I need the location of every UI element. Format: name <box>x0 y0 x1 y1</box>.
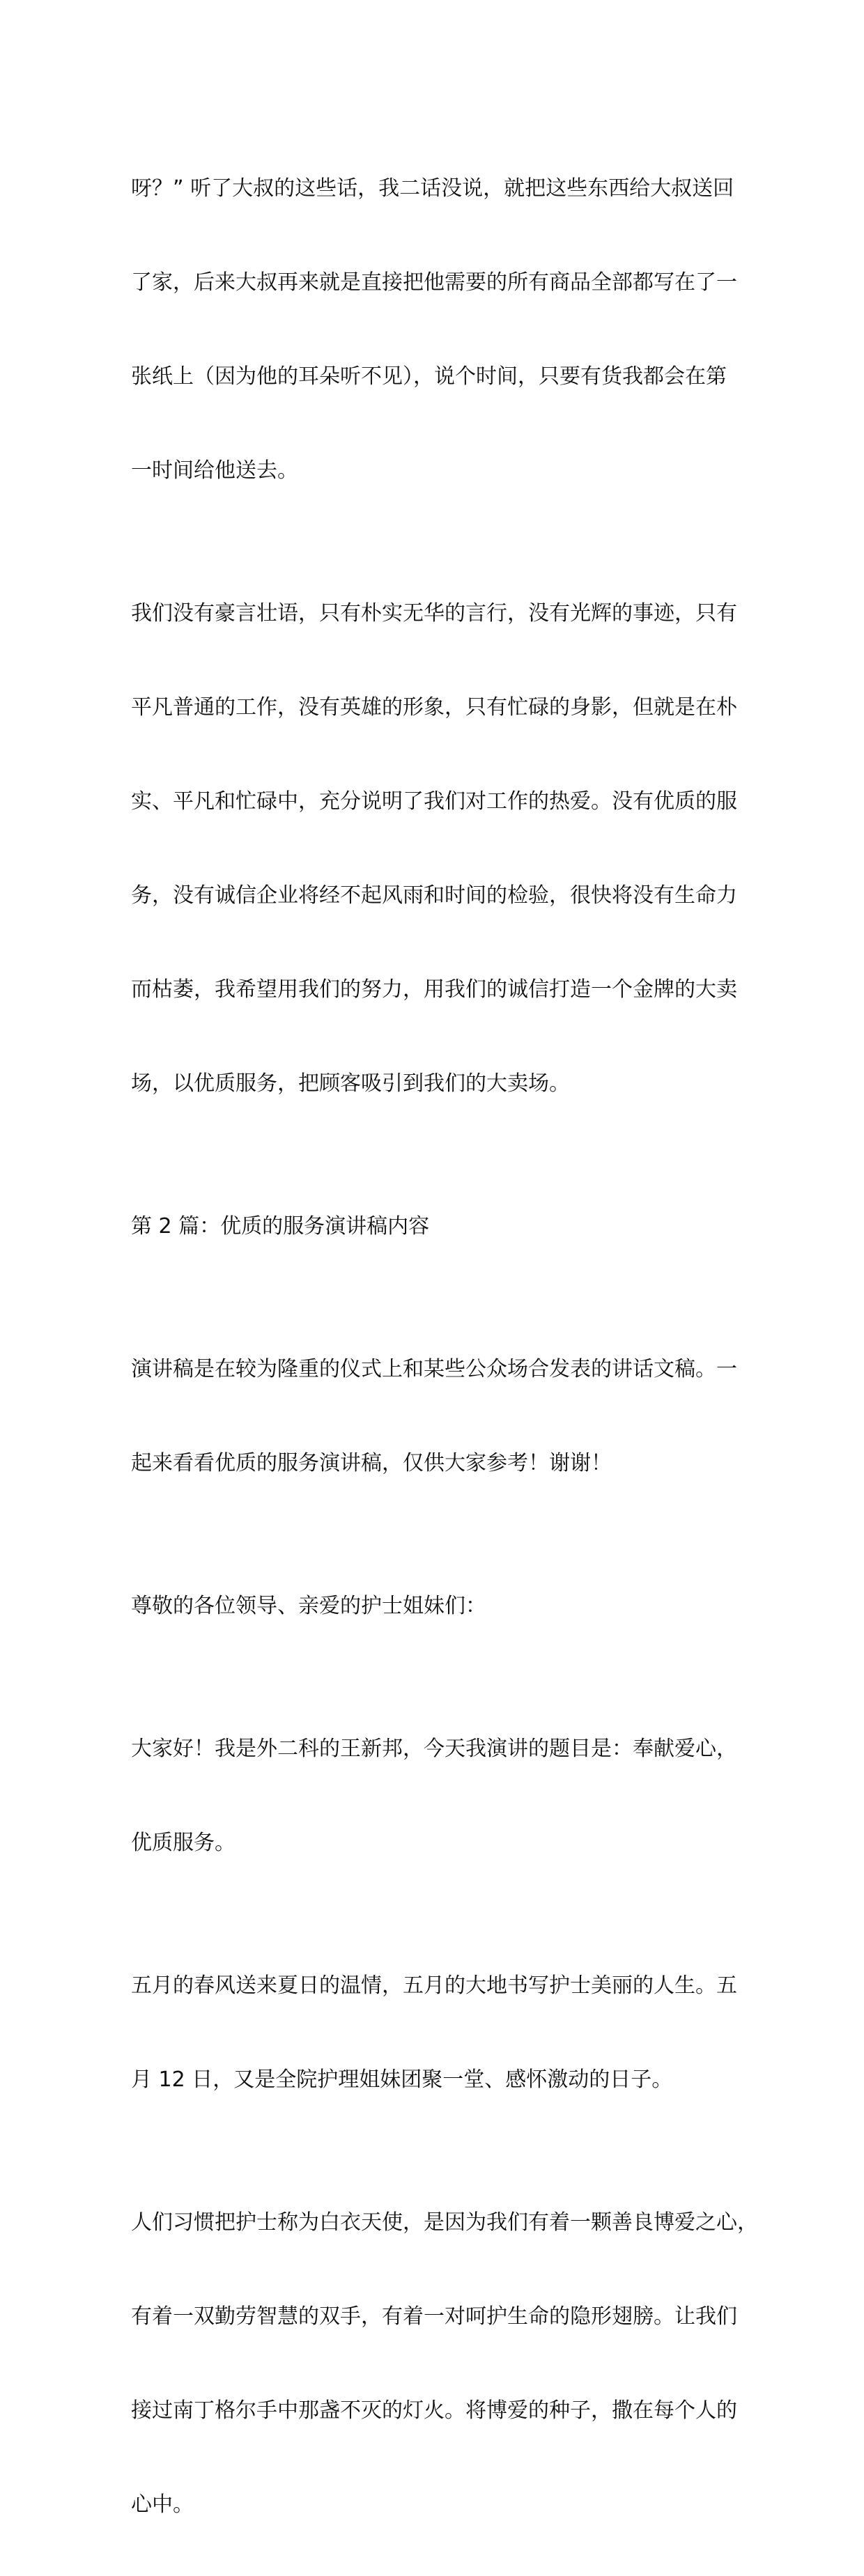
text-line: 起来看看优质的服务演讲稿，仅供大家参考！谢谢！ <box>131 1451 612 1475</box>
section-heading <box>131 1155 758 1298</box>
paragraph-greeting <box>131 1677 758 1914</box>
paragraph-delivery-story <box>131 117 758 542</box>
text-line: 心中。 <box>131 2492 194 2517</box>
text-line: 大家好！我是外二科的王新邦，今天我演讲的题目是：奉献爱心， <box>131 1737 737 1761</box>
text-line: 呀？” 听了大叔的这些话，我二话没说，就把这些东西给大叔送回 <box>131 176 734 201</box>
text-line: 接过南丁格尔手中那盏不灭的灯火。将博爱的种子，撒在每个人的 <box>131 2398 737 2423</box>
paragraph-white-angels <box>131 2151 758 2576</box>
paragraph-no-grand-words <box>131 542 758 1155</box>
paragraph-may-spring <box>131 1914 758 2151</box>
text-line: 了家，后来大叔再来就是直接把他需要的所有商品全部都写在了一 <box>131 270 737 295</box>
paragraph-speech-intro <box>131 1298 758 1535</box>
text-line: 一时间给他送去。 <box>131 458 298 483</box>
text-line: 实、平凡和忙碌中，充分说明了我们对工作的热爱。没有优质的服 <box>131 789 737 814</box>
text-line: 场，以优质服务，把顾客吸引到我们的大卖场。 <box>131 1071 570 1096</box>
text-line: 演讲稿是在较为隆重的仪式上和某些公众场合发表的讲话文稿。一 <box>131 1357 737 1381</box>
paragraph-salutation <box>131 1535 758 1677</box>
text-line: 平凡普通的工作，没有英雄的形象，只有忙碌的身影，但就是在朴 <box>131 695 737 720</box>
text-line: 优质服务。 <box>131 1831 236 1855</box>
text-line: 人们习惯把护士称为白衣天使，是因为我们有着一颗善良博爱之心， <box>131 2210 758 2235</box>
text-line: 尊敬的各位领导、亲爱的护士姐妹们： <box>131 1594 486 1618</box>
text-line: 五月的春风送来夏日的温情，五月的大地书写护士美丽的人生。五 <box>131 1973 737 1998</box>
text-line: 务，没有诚信企业将经不起风雨和时间的检验，很快将没有生命力 <box>131 883 737 908</box>
text-line: 张纸上（因为他的耳朵听不见），说个时间，只要有货我都会在第 <box>131 364 727 389</box>
text-line: 月 12 日，又是全院护理姐妹团聚一堂、感怀激动的日子。 <box>131 2067 673 2092</box>
text-line: 有着一双勤劳智慧的双手，有着一对呵护生命的隐形翅膀。让我们 <box>131 2304 737 2329</box>
text-line: 第 2 篇：优质的服务演讲稿内容 <box>131 1214 430 1239</box>
document-body <box>131 117 758 2576</box>
text-line: 而枯萎，我希望用我们的努力，用我们的诚信打造一个金牌的大卖 <box>131 977 737 1002</box>
text-line: 我们没有豪言壮语，只有朴实无华的言行，没有光辉的事迹，只有 <box>131 601 737 626</box>
